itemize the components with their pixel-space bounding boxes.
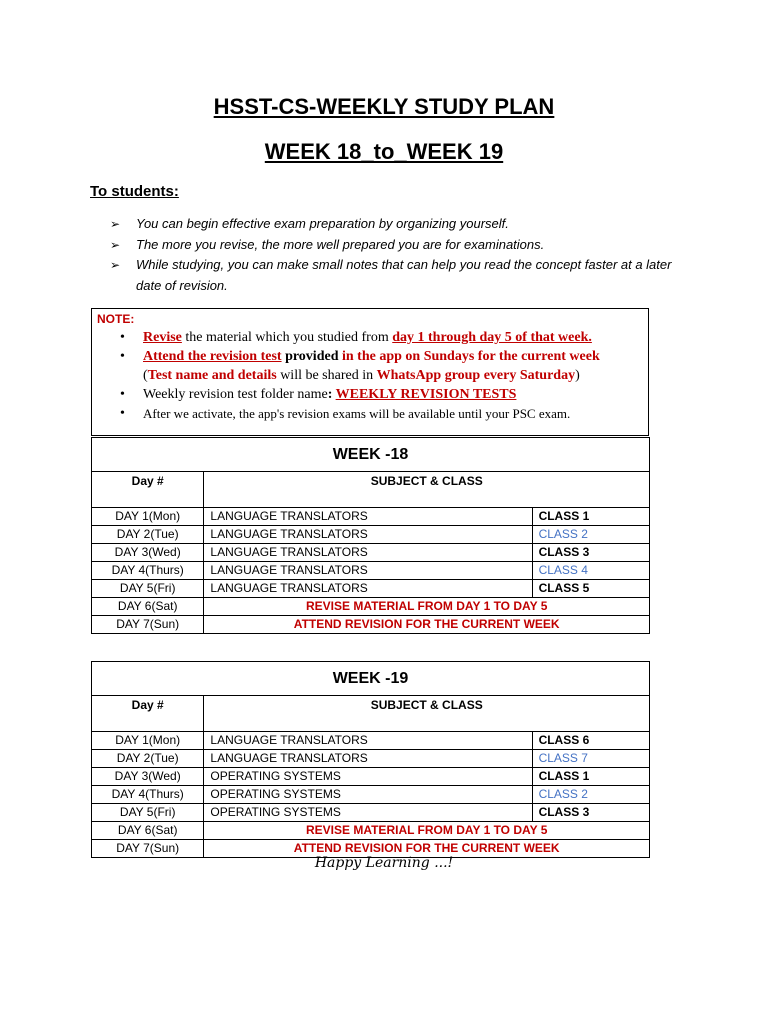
note-item-folder: • Weekly revision test folder name: WEEKLY REVISION TESTS xyxy=(120,387,517,402)
week-title: WEEK -18 xyxy=(92,438,650,472)
week-title: WEEK -19 xyxy=(92,662,650,696)
list-item: ➢ While studying, you can make small notes that can help you read the concept faster at a later date of revision. xyxy=(110,257,672,293)
table-row: DAY 7(Sun) ATTEND REVISION FOR THE CURRENT WEEK xyxy=(92,616,650,634)
students-heading: To students: xyxy=(90,183,179,200)
note-item-revise: • Revise the material which you studied from day 1 through day 5 of that week. xyxy=(120,330,592,345)
table-row: DAY 2(Tue) LANGUAGE TRANSLATORS CLASS 2 xyxy=(92,526,650,544)
table-row: DAY 3(Wed) OPERATING SYSTEMS CLASS 1 xyxy=(92,768,650,786)
page-title: HSST-CS-WEEKLY STUDY PLAN xyxy=(213,94,555,119)
dot-bullet-icon: • xyxy=(120,387,125,402)
note-label: NOTE: xyxy=(97,312,135,326)
table-row: DAY 1(Mon) LANGUAGE TRANSLATORS CLASS 6 xyxy=(92,732,650,750)
subject-column-header: SUBJECT & CLASS xyxy=(204,696,650,732)
note-item-availability: • After we activate, the app's revision exams will be available until your PSC exam. xyxy=(120,406,571,421)
day-column-header: Day # xyxy=(92,472,204,508)
attend-instruction: ATTEND REVISION FOR THE CURRENT WEEK xyxy=(204,840,650,858)
table-row: DAY 4(Thurs) OPERATING SYSTEMS CLASS 2 xyxy=(92,786,650,804)
table-row: DAY 5(Fri) LANGUAGE TRANSLATORS CLASS 5 xyxy=(92,580,650,598)
day-column-header: Day # xyxy=(92,696,204,732)
dot-bullet-icon: • xyxy=(120,406,125,421)
arrow-bullet-icon: ➢ xyxy=(110,258,121,272)
students-points xyxy=(110,214,690,296)
arrow-bullet-icon: ➢ xyxy=(110,237,121,252)
list-item: ➢ The more you revise, the more well prepared you are for examinations. xyxy=(110,235,690,256)
list-item: ➢ You can begin effective exam preparation by organizing yourself. xyxy=(110,214,690,235)
table-row: DAY 7(Sun) ATTEND REVISION FOR THE CURRENT WEEK xyxy=(92,840,650,858)
attend-instruction: ATTEND REVISION FOR THE CURRENT WEEK xyxy=(204,616,650,634)
table-row: DAY 1(Mon) LANGUAGE TRANSLATORS CLASS 1 xyxy=(92,508,650,526)
table-row: DAY 6(Sat) REVISE MATERIAL FROM DAY 1 TO DAY 5 xyxy=(92,822,650,840)
note-list xyxy=(114,328,644,424)
week-19-table xyxy=(91,661,650,858)
week-18-table xyxy=(91,437,650,634)
table-row: DAY 4(Thurs) LANGUAGE TRANSLATORS CLASS 4 xyxy=(92,562,650,580)
revise-instruction: REVISE MATERIAL FROM DAY 1 TO DAY 5 xyxy=(204,822,650,840)
dot-bullet-icon: • xyxy=(120,349,125,364)
revise-instruction: REVISE MATERIAL FROM DAY 1 TO DAY 5 xyxy=(204,598,650,616)
table-row: DAY 2(Tue) LANGUAGE TRANSLATORS CLASS 7 xyxy=(92,750,650,768)
dot-bullet-icon: • xyxy=(120,330,125,345)
subject-column-header: SUBJECT & CLASS xyxy=(204,472,650,508)
footer-message: Happy Learning ...! xyxy=(314,855,454,871)
note-box xyxy=(91,308,649,436)
note-item-attend: • Attend the revision test provided in the app on Sundays for the current week (Test name and details will be shared in WhatsApp group every Saturday) xyxy=(120,349,600,383)
arrow-bullet-icon: ➢ xyxy=(110,217,121,231)
table-row: DAY 5(Fri) OPERATING SYSTEMS CLASS 3 xyxy=(92,804,650,822)
table-row: DAY 3(Wed) LANGUAGE TRANSLATORS CLASS 3 xyxy=(92,544,650,562)
page-subtitle: WEEK 18_to_WEEK 19 xyxy=(264,139,504,164)
table-row: DAY 6(Sat) REVISE MATERIAL FROM DAY 1 TO DAY 5 xyxy=(92,598,650,616)
